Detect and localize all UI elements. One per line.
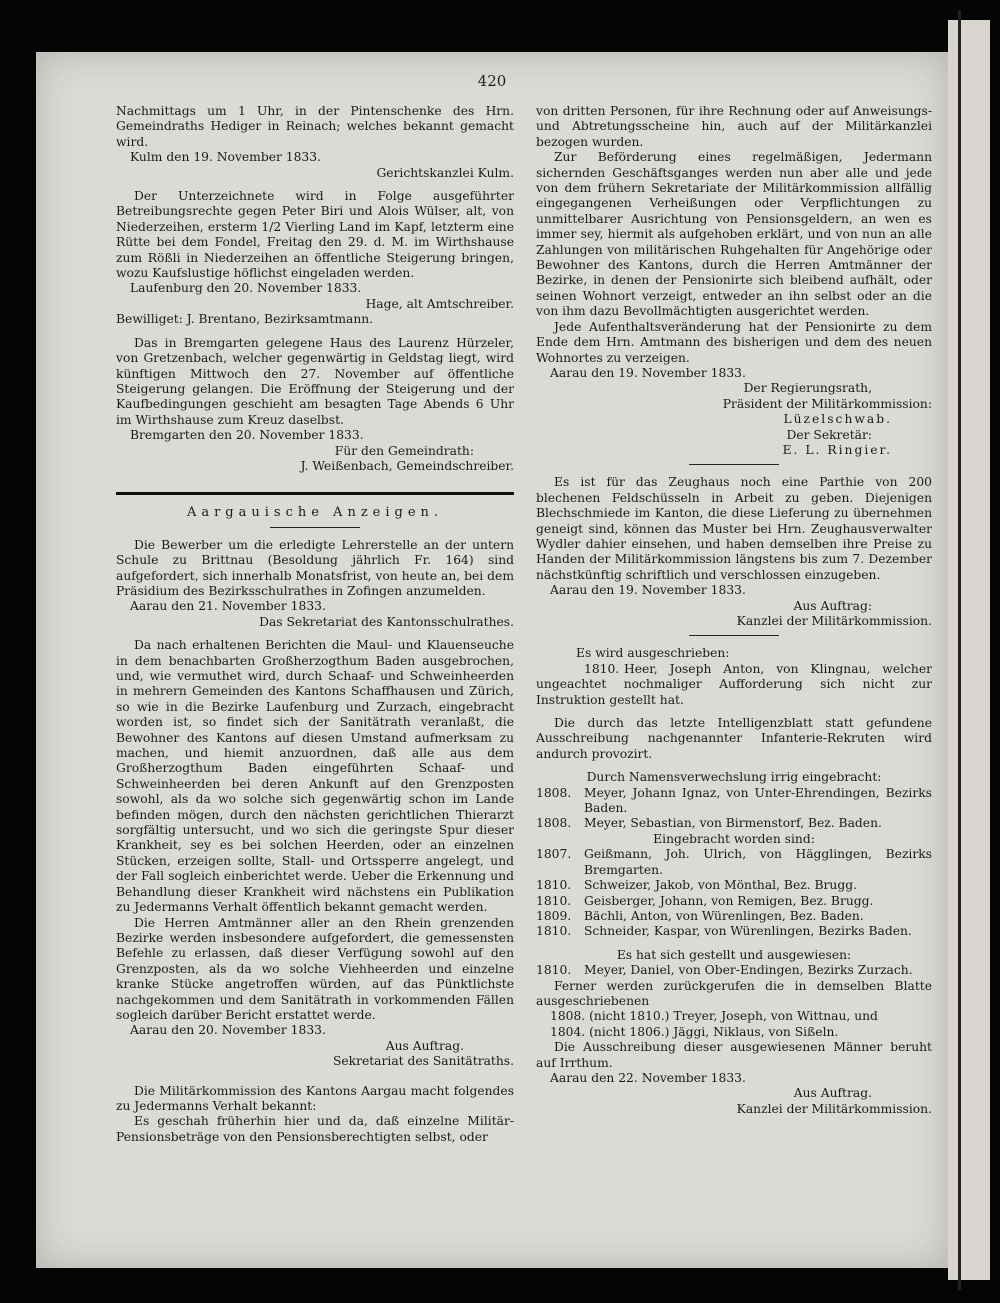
notice-text: Es ist für das Zeughaus noch eine Parthie von 200 blechenen Feldschüsseln in Arbeit zu geben. Diejenigen Blechschmiede im Kanton, die diese Lieferung zu übernehmen geneigt sind, können das Muster bei Hrn. Zeughausverwalter Wydler dahier einsehen, und haben demselben ihre Preise zu Handen der Militärkommission längstens bis zum 7. Dezember nächstkünftig schriftlich und verschlossen einzugeben. [536, 475, 932, 582]
list-heading: Es wird ausgeschrieben: [576, 646, 730, 661]
notice-signature: E. L. Ringier. [782, 442, 892, 457]
list-item-year: 1809. [536, 908, 572, 923]
list-item [536, 909, 932, 924]
notice-text: Die Militärkommission des Kantons Aargau macht folgendes zu Jedermanns Verhalt bekannt: [116, 1083, 514, 1113]
page-number: 420 [477, 72, 507, 90]
notice-signature: Aus Auftrag: [793, 598, 872, 613]
notice-date: Aarau den 21. November 1833. [130, 599, 326, 614]
notice-text: Es geschah früherhin hier und da, daß einzelne Militär-Pensionsbeträge von den Pensionsberechtigten selbst, oder [116, 1114, 514, 1144]
list-item-year: 1808. [536, 785, 572, 800]
notice-signature: Das Sekretariat des Kantonsschulrathes. [259, 614, 514, 629]
notice-signature: Für den Gemeindrath: [334, 443, 474, 458]
right-column [536, 104, 932, 1117]
recruit-list [536, 847, 932, 939]
notice-text: Die Herren Amtmänner aller an den Rhein grenzenden Bezirke werden insbesondere aufgefordert, die gemessensten Befehle zu erlassen, daß dieser Verfügung sowohl auf den Grenzposten, als da wo solche Viehheerden und einzelne kranke Stücke angetroffen würden, auf das Pünktlichste nachgekommen und dem Sanitätrath in vorkommenden Fällen sogleich darüber Bericht erstattet werde. [116, 915, 514, 1022]
notice-signature: Der Regierungsrath, [743, 381, 872, 396]
list-item-text: Geißmann, Joh. Ulrich, von Hägglingen, Bezirks Bremgarten. [584, 847, 932, 877]
notice-date: Kulm den 19. November 1833. [130, 150, 321, 165]
notice-text: Zur Beförderung eines regelmäßigen, Jedermann sichernden Geschäftsganges werden nun aber alle und jede von dem frühern Sekretariate der Militärkommission allfällig eingegangenen Verheißungen oder Verpflichtungen zu unmittelbarer Ausrichtung von Pensionsgeldern, an wen es immer sey, hiermit als aufgehoben erklärt, und von nun an alle Zahlungen von militärischen Ruhgehalten für Angehörige oder Bewohner des Kantons, durch die Herren Amtmänner der Bezirke, in denen der Pensionirte sich bleibend aufhält, oder seinen Wohnort verzeigt, entweder an ihn selbst oder an die von ihm dazu Bevollmächtigten ausgerichtet werden. [536, 150, 932, 319]
list-item: 1804. (nicht 1806.) Jäggi, Niklaus, von Sißeln. [550, 1024, 839, 1039]
notice-text: Nachmittags um 1 Uhr, in der Pintenschenke des Hrn. Gemeindraths Hediger in Reinach; welches bekannt gemacht wird. [116, 104, 514, 149]
list-item-text: Meyer, Daniel, von Ober-Endingen, Bezirks Zurzach. [584, 963, 913, 978]
notice-date: Aarau den 22. November 1833. [550, 1070, 746, 1085]
list-item-year: 1810. [536, 924, 572, 939]
left-column [116, 104, 514, 1145]
notice-signature: Lüzelschwab. [783, 412, 892, 427]
notice-text: Heer, Joseph Anton, von Klingnau, welcher ungeachtet nochmaliger Aufforderung sich nicht zur Instruktion gestellt hat. [536, 661, 932, 707]
notice-text: Die Bewerber um die erledigte Lehrerstelle an der untern Schule zu Brittnau (Besoldung jährlich Fr. 164) sind aufgefordert, sich innerhalb Monatsfrist, von heute an, bei dem Präsidium des Bezirksschulrathes in Zofingen anzumelden. [116, 537, 514, 598]
list-item-year: 1810. [536, 893, 572, 908]
notice-signature: Kanzlei der Militärkommission. [736, 614, 932, 628]
notice-signature: J. Weißenbach, Gemeindschreiber. [300, 458, 514, 473]
notice-text: Ferner werden zurückgerufen die in demselben Blatte ausgeschriebenen [536, 978, 932, 1008]
notice-date: Laufenburg den 20. November 1833. [130, 281, 362, 296]
list-item-text: Schneider, Kaspar, von Würenlingen, Bezirks Baden. [584, 924, 912, 939]
notice-text: Die Ausschreibung dieser ausgewiesenen Männer beruht auf Irrthum. [536, 1040, 932, 1070]
notice-date: Bremgarten den 20. November 1833. [130, 428, 364, 443]
list-item-year: 1810. [584, 661, 620, 676]
list-item [536, 924, 932, 939]
notice-signature: Hage, alt Amtschreiber. [365, 296, 514, 311]
notice-signature: Aus Auftrag. [385, 1038, 464, 1053]
notice-text: von dritten Personen, für ihre Rechnung oder auf Anweisungs- und Abtretungsscheine hin, auch auf der Militärkanzlei bezogen wurden. [536, 104, 932, 149]
heading-rule [270, 527, 360, 528]
list-item [536, 816, 932, 831]
notice-signature: Präsident der Militärkommission: [722, 396, 932, 411]
list-item [536, 878, 932, 893]
notice-date: Aarau den 20. November 1833. [130, 1023, 326, 1038]
list-item-year: 1810. [536, 963, 572, 978]
list-item [536, 786, 932, 817]
notice-signature: Gerichtskanzlei Kulm. [376, 165, 514, 180]
newspaper-page [36, 52, 948, 1268]
recruit-list [536, 786, 932, 832]
list-item-text: Bächli, Anton, von Würenlingen, Bez. Baden. [584, 908, 864, 923]
notice-text: Das in Bremgarten gelegene Haus des Laurenz Hürzeler, von Gretzenbach, welcher gegenwärtig in Geldstag liegt, wird künftigen Mittwoch den 27. November auf öffentliche Steigerung gelangen. Die Eröffnung der Steigerung und der Kaufbedingungen geschieht am besagten Tage Abends 6 Uhr im Wirthshause zum Kreuz daselbst. [116, 335, 514, 427]
page-gutter [958, 10, 961, 1290]
list-item-text: Schweizer, Jakob, von Mönthal, Bez. Brugg. [584, 878, 858, 893]
notice-text: Die durch das letzte Intelligenzblatt statt gefundene Ausschreibung nachgenannter Infanterie-Rekruten wird andurch provozirt. [536, 716, 932, 761]
notice-text: Der Unterzeichnete wird in Folge ausgeführter Betreibungsrechte gegen Peter Biri und Alois Wülser, alt, von Niederzeihen, ersterm 1/2 Vierling Land im Kapf, letzterm eine Rütte bei dem Fondel, Freitag den 29. d. M. im Wirthshause zum Rößli in Niederzeihen an öffentliche Steigerung bringen, wozu Kaufslustige höflichst eingeladen werden. [116, 189, 514, 281]
section-rule [689, 635, 779, 636]
adjacent-page-edge [948, 20, 990, 1280]
list-item-text: Meyer, Sebastian, von Birmenstorf, Bez. Baden. [584, 816, 882, 831]
list-item [536, 963, 932, 978]
notice-signature: Kanzlei der Militärkommission. [736, 1101, 932, 1116]
list-heading: Eingebracht worden sind: [653, 831, 815, 846]
notice-text: Jede Aufenthaltsveränderung hat der Pensionirte zu dem Ende dem Hrn. Amtmann des bisherigen und dem des neuen Wohnortes zu verzeigen. [536, 319, 932, 365]
notice-approval: Bewilliget: J. Brentano, Bezirksamtmann. [116, 312, 374, 327]
notice-signature: Aus Auftrag. [793, 1086, 872, 1101]
section-divider [116, 492, 514, 495]
section-rule [689, 464, 779, 465]
list-item [536, 894, 932, 909]
list-heading: Es hat sich gestellt und ausgewiesen: [616, 947, 852, 962]
section-heading: Aargauische Anzeigen. [186, 505, 444, 521]
list-item [536, 847, 932, 878]
notice-date: Aarau den 19. November 1833. [550, 365, 746, 380]
list-item-text: Meyer, Johann Ignaz, von Unter-Ehrendingen, Bezirks Baden. [584, 785, 932, 816]
list-item-text: Geisberger, Johann, von Remigen, Bez. Brugg. [584, 893, 874, 908]
notice-text: Da nach erhaltenen Berichten die Maul- und Klauenseuche in dem benachbarten Großherzogthum Baden ausgebrochen, und, wie vermuthet wird, durch Schaaf- und Schweinheerden in mehrern Gemeinden des Kantons Schaffhausen und Zürich, so wie in die Bezirke Laufenburg und Zurzach, eingebracht worden ist, so findet sich der Sanitätrath veranlaßt, die Bewohner des Kantons auf diesen Umstand aufmerksam zu machen, und hiemit anzuordnen, daß alle aus dem Großherzogthum Baden eingeführten Schaaf- und Schweinheerden bei deren Ankunft auf den Grenzposten sowohl, als da wo solche sich gegenwärtig schon im Lande befinden mögen, durch den nächsten gerichtlichen Thierarzt sorgfältig untersucht, und wo sich die geringste Spur dieser Krankheit, sey es bei solchen Heerden, oder an einzelnen Stücken, erzeigen sollte, Stall- und Ortssperre angelegt, und der Fall sogleich einberichtet werde. Ueber die Erkennung und Behandlung dieser Krankheit wird nächstens ein Publikation zu Jedermanns Verhalt öffentlich bekannt gemacht werden. [116, 638, 514, 915]
list-item-year: 1810. [536, 878, 572, 893]
list-item-year: 1808. [536, 816, 572, 831]
notice-date: Aarau den 19. November 1833. [550, 583, 746, 598]
list-item: 1808. (nicht 1810.) Treyer, Joseph, von Wittnau, und [550, 1009, 878, 1024]
notice-signature: Sekretariat des Sanitätraths. [332, 1054, 514, 1069]
notice-signature: Der Sekretär: [786, 427, 872, 442]
list-item-year: 1807. [536, 847, 572, 862]
list-heading: Durch Namensverwechslung irrig eingebracht: [586, 770, 882, 785]
recruit-list [536, 963, 932, 978]
